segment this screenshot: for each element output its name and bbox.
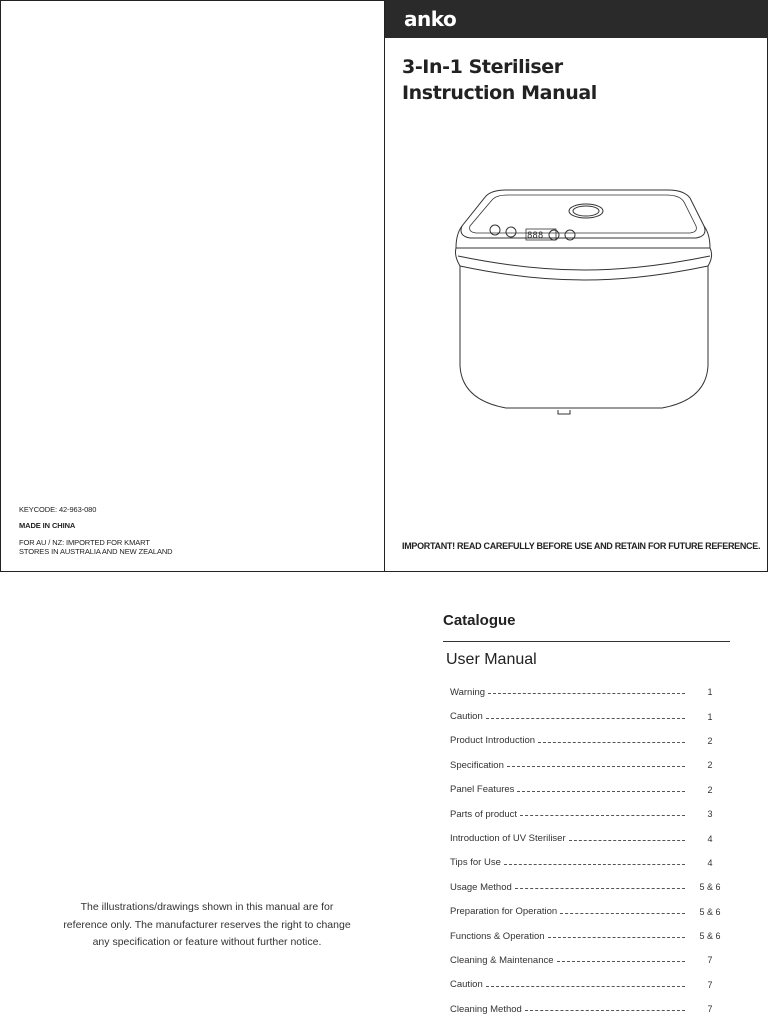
back-cover-info — [19, 505, 172, 556]
spread-divider — [384, 0, 385, 572]
toc-entry[interactable] — [450, 851, 725, 875]
toc-entry[interactable] — [450, 802, 725, 826]
toc-entry-label: Cleaning & Maintenance — [450, 954, 554, 966]
toc-entry-label: Usage Method — [450, 881, 512, 893]
toc-entry-label: Tips for Use — [450, 857, 501, 869]
toc-leader-dots — [520, 815, 685, 816]
toc-entry-label: Preparation for Operation — [450, 906, 558, 918]
toc-entry[interactable] — [450, 778, 725, 802]
toc-entry-label: Product Introduction — [450, 735, 536, 747]
import-line-1: FOR AU / NZ: IMPORTED FOR KMART — [19, 538, 150, 547]
toc-entry[interactable] — [450, 826, 725, 850]
svg-text:888: 888 — [527, 231, 544, 241]
catalogue-heading: Catalogue — [443, 612, 516, 629]
toc-entry[interactable] — [450, 900, 725, 924]
toc-leader-dots — [538, 742, 685, 743]
toc-entry[interactable] — [450, 997, 725, 1021]
toc-entry[interactable] — [450, 729, 725, 753]
toc-leader-dots — [507, 766, 685, 767]
toc-entry-label: Caution — [450, 711, 483, 723]
toc-entry-page: 1 — [707, 711, 713, 722]
toc-entry-page: 5 & 6 — [699, 931, 721, 942]
toc-entry-page: 2 — [707, 735, 713, 746]
toc-entry[interactable] — [450, 875, 725, 899]
toc-entry-label: Panel Features — [450, 784, 515, 796]
toc-entry-label: Introduction of UV Steriliser — [450, 833, 566, 845]
toc-entry-page: 7 — [707, 1004, 713, 1015]
toc-leader-dots — [517, 791, 685, 792]
important-notice: IMPORTANT! READ CAREFULLY BEFORE USE AND RETAIN FOR FUTURE REFERENCE. — [402, 541, 761, 551]
user-manual-heading: User Manual — [446, 651, 537, 668]
table-of-contents — [450, 680, 725, 1021]
toc-leader-dots — [504, 864, 685, 865]
toc-entry-page: 7 — [707, 979, 713, 990]
toc-leader-dots — [560, 913, 685, 914]
toc-entry-page: 4 — [707, 857, 713, 868]
toc-entry[interactable] — [450, 753, 725, 777]
manual-title — [402, 54, 597, 106]
toc-entry-page: 2 — [707, 784, 713, 795]
title-line-2: Instruction Manual — [402, 82, 597, 104]
toc-entry-label: Caution — [450, 979, 483, 991]
toc-entry-label: Functions & Operation — [450, 930, 545, 942]
keycode: KEYCODE: 42-963-080 — [19, 505, 97, 514]
toc-leader-dots — [488, 693, 685, 694]
toc-entry-label: Warning — [450, 686, 486, 698]
steriliser-illustration — [446, 186, 722, 418]
toc-leader-dots — [525, 1010, 685, 1011]
brand-bar — [385, 0, 768, 38]
toc-entry-label: Cleaning Method — [450, 1003, 522, 1015]
toc-leader-dots — [548, 937, 685, 938]
toc-entry[interactable] — [450, 680, 725, 704]
title-line-1: 3-In-1 Steriliser — [402, 56, 563, 78]
toc-leader-dots — [557, 961, 685, 962]
toc-leader-dots — [486, 718, 685, 719]
toc-entry-page: 3 — [707, 809, 713, 820]
toc-leader-dots — [486, 986, 685, 987]
toc-entry[interactable] — [450, 948, 725, 972]
made-in: MADE IN CHINA — [19, 521, 76, 530]
catalogue-rule — [443, 641, 730, 642]
toc-entry-page: 5 & 6 — [699, 906, 721, 917]
toc-entry-page: 7 — [707, 955, 713, 966]
toc-entry-label: Specification — [450, 759, 504, 771]
disclaimer-text: The illustrations/drawings shown in this manual are for reference only. The manufacturer reserves the right to change any specification or feature without further notice. — [63, 901, 351, 948]
toc-entry-label: Parts of product — [450, 808, 518, 820]
toc-entry[interactable] — [450, 973, 725, 997]
toc-entry[interactable] — [450, 924, 725, 948]
toc-entry-page: 4 — [707, 833, 713, 844]
import-line-2: STORES IN AUSTRALIA AND NEW ZEALAND — [19, 547, 173, 556]
toc-leader-dots — [569, 840, 685, 841]
toc-entry-page: 1 — [707, 687, 713, 698]
toc-entry[interactable] — [450, 704, 725, 728]
brand-logo: anko — [404, 7, 457, 31]
toc-leader-dots — [515, 888, 685, 889]
toc-entry-page: 5 & 6 — [699, 882, 721, 893]
toc-entry-page: 2 — [707, 760, 713, 771]
